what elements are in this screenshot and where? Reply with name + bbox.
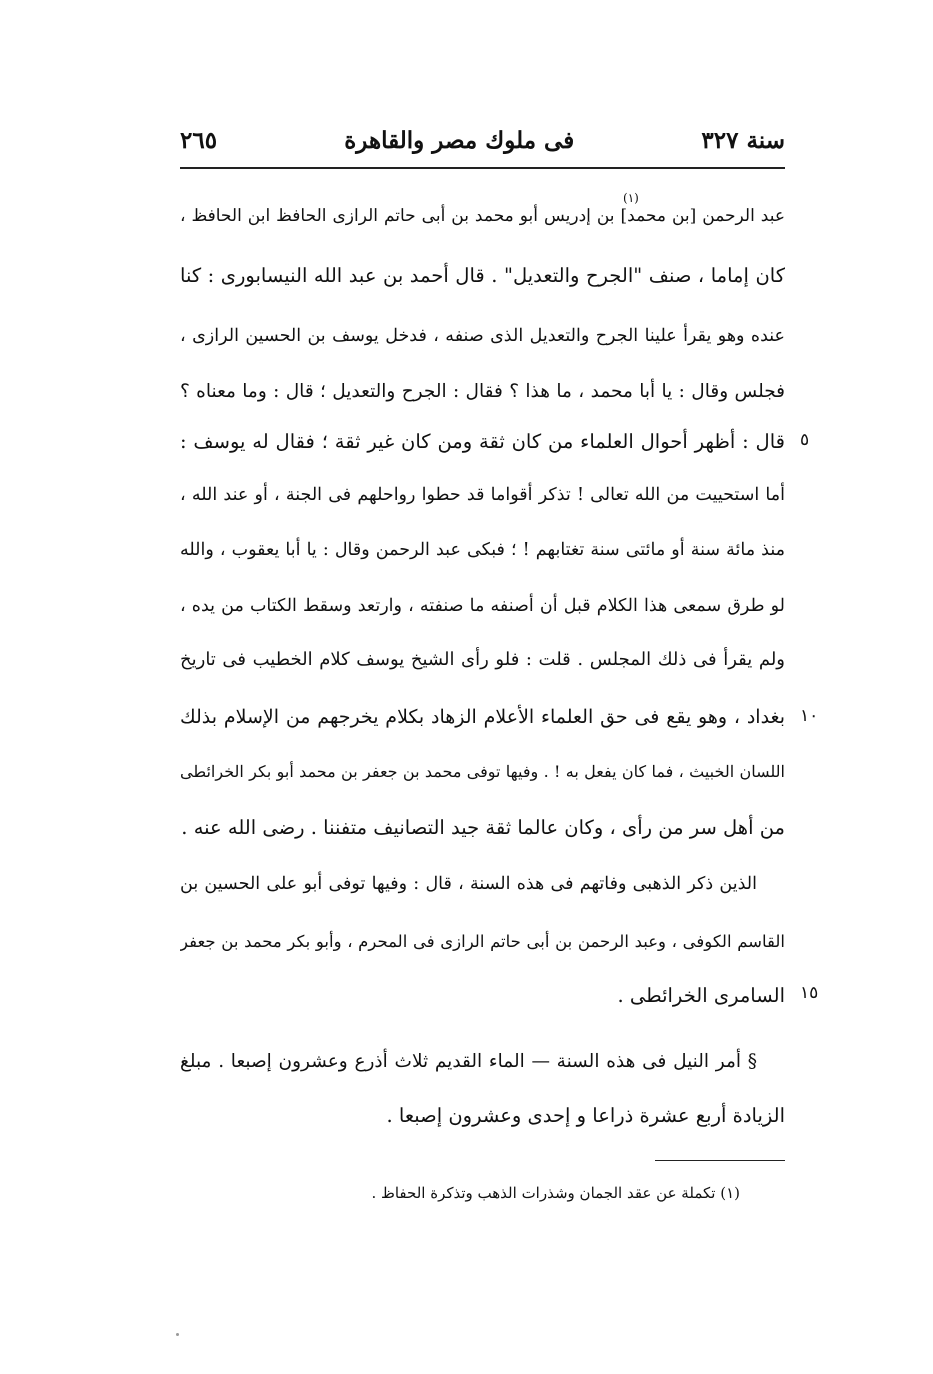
footnote: (١) تكملة عن عقد الجمان وشذرات الذهب وتذكرة الحفاظ . <box>371 1184 740 1202</box>
running-head <box>180 118 785 162</box>
text-line-17: الزيادة أربع عشرة ذراعا و إحدى وعشرون إصبعا . <box>386 1104 785 1127</box>
text-line-16: § أمر النيل فى هذه السنة — الماء القديم ثلاث أذرع وعشرون إصبعا . مبلغ <box>180 1051 757 1072</box>
text-line-2: كان إماما ، صنف "الجرح والتعديل" . قال أحمد بن عبد الله النيسابورى : كنا <box>180 264 785 287</box>
text-line-6: أما استحييت من الله تعالى ! تذكر أقواما قد حطوا رواحلهم فى الجنة ، أو عند الله ، <box>180 485 785 505</box>
text-line-1: عبد الرحمن [بن محمد] بن إدريس أبو محمد بن أبى حاتم الرازى الحافظ ابن الحافظ ، <box>180 206 785 226</box>
text-line-9: ولم يقرأ فى ذلك المجلس . قلت : فلو رأى الشيخ يوسف كلام الخطيب فى تاريخ <box>180 649 785 670</box>
text-line-3: عنده وهو يقرأ علينا الجرح والتعديل الذى صنفه ، فدخل يوسف بن الحسين الرازى ، <box>180 326 785 346</box>
text-line-15: السامرى الخرائطى . <box>617 984 785 1007</box>
footnote-reference-marker: (١) <box>623 191 639 205</box>
margin-line-number: ٥ <box>800 430 810 450</box>
text-line-5: قال : أظهر أحوال العلماء من كان ثقة ومن كان غير ثقة ؛ فقال له يوسف : <box>180 430 785 453</box>
text-line-11: اللسان الخبيث ، فما كان يفعل به ! . وفيها توفى محمد بن جعفر بن محمد أبو بكر الخرائطى <box>180 762 785 781</box>
margin-line-number: ١٥ <box>800 983 819 1003</box>
margin-line-number: ١٠ <box>800 706 819 726</box>
text-line-8: لو طرق سمعى هذا الكلام قبل أن أصنفه ما صنفته ، وارتعد وسقط الكتاب من يده ، <box>180 596 785 616</box>
text-line-7: منذ مائة سنة أو مائتى سنة تغتابهم ! ؛ فبكى عبد الرحمن وقال : يا أبا يعقوب ، والله <box>180 540 785 560</box>
paper-speck <box>176 1333 179 1336</box>
text-line-12: من أهل سر من رأى ، وكان عالما ثقة جيد التصانيف متفننا . رضى الله عنه . <box>181 816 785 839</box>
header-rule <box>180 167 785 169</box>
text-line-10: بغداد ، وهو يقع فى حق العلماء الأعلام الزهاد بكلام يخرجهم من الإسلام بذلك <box>180 706 785 728</box>
footnote-rule <box>655 1160 785 1161</box>
text-line-14: القاسم الكوفى ، وعبد الرحمن بن أبى حاتم الرازى فى المحرم ، وأبو بكر محمد بن جعفر <box>180 932 785 951</box>
text-line-13: الذين ذكر الذهبى وفاتهم فى هذه السنة ، قال : وفيها توفى أبو على الحسين بن <box>180 874 757 894</box>
page-number: ٢٦٥ <box>180 126 218 154</box>
header-year: سنة ٣٢٧ <box>701 126 785 154</box>
header-title: فى ملوك مصر والقاهرة <box>344 126 575 154</box>
text-line-4: فجلس وقال : يا أبا محمد ، ما هذا ؟ فقال : الجرح والتعديل ؛ قال : وما معناه ؟ <box>180 381 785 402</box>
